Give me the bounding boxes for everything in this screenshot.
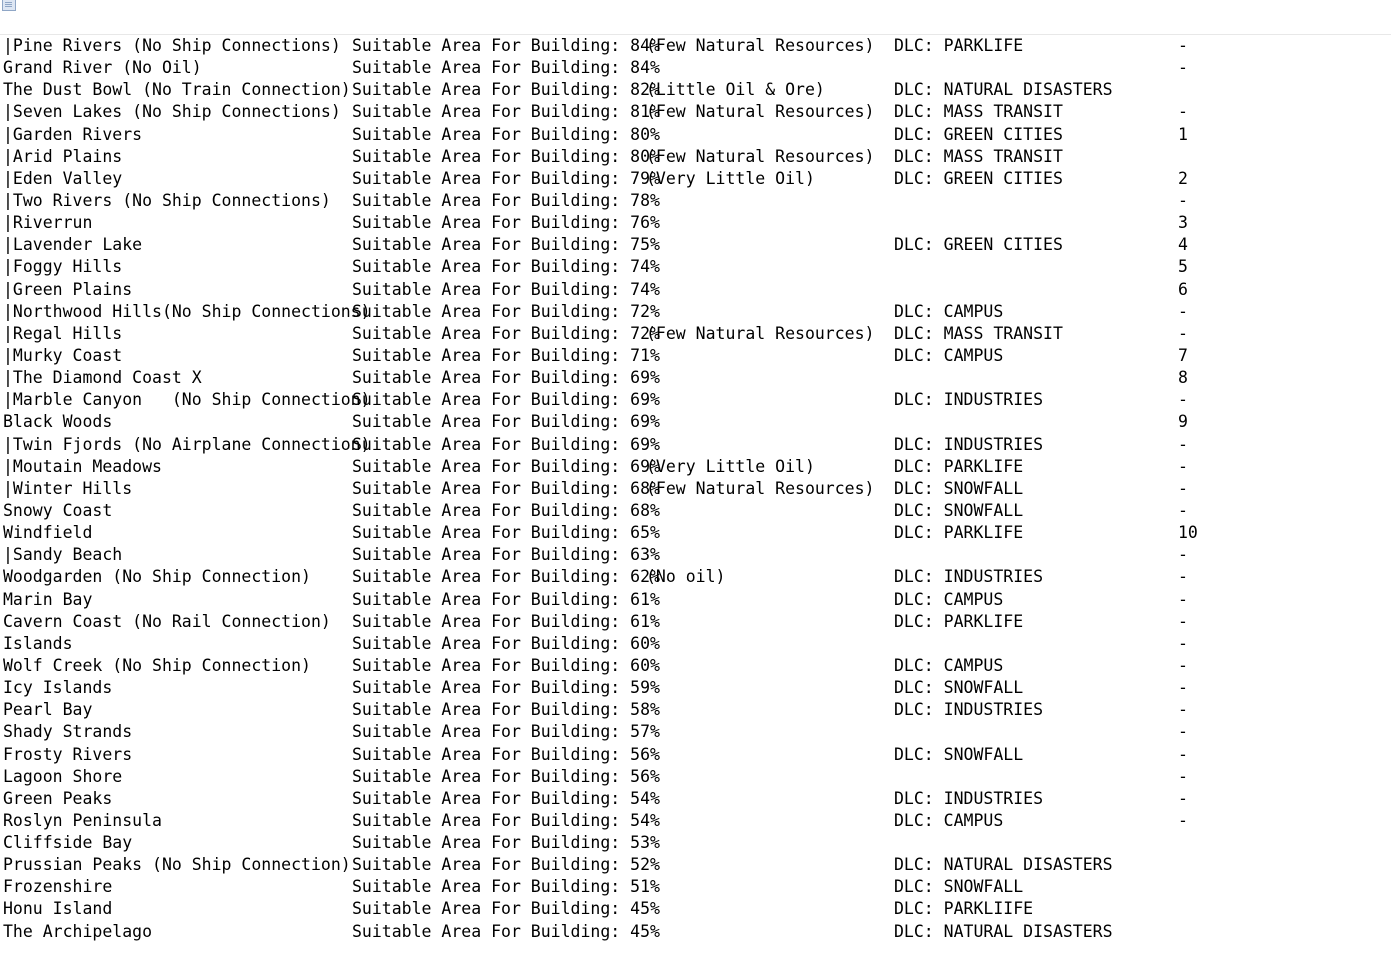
map-name: |Murky Coast (3, 345, 123, 365)
suitable-area: Suitable Area For Building: 69% (352, 434, 660, 454)
text-line[interactable] (0, 810, 1391, 832)
resource-note: (Very Little Oil) (646, 456, 815, 476)
dlc-label: DLC: MASS TRANSIT (894, 323, 1063, 343)
suitable-area: Suitable Area For Building: 45% (352, 899, 660, 919)
map-name: Icy Islands (3, 678, 113, 698)
rank-value: - (1178, 102, 1188, 122)
text-line[interactable] (0, 832, 1391, 854)
dlc-label: DLC: NATURAL DISASTERS (894, 80, 1113, 100)
suitable-area: Suitable Area For Building: 81% (352, 102, 660, 122)
map-name: |Arid Plains (3, 146, 123, 166)
rank-value: 8 (1178, 368, 1188, 388)
rank-value: - (1178, 678, 1188, 698)
dlc-label: DLC: GREEN CITIES (894, 235, 1063, 255)
text-line[interactable] (0, 79, 1391, 101)
text-line[interactable] (0, 35, 1391, 57)
dlc-label: DLC: MASS TRANSIT (894, 146, 1063, 166)
text-line[interactable] (0, 522, 1391, 544)
text-line[interactable] (0, 279, 1391, 301)
map-name: Islands (3, 633, 73, 653)
suitable-area: Suitable Area For Building: 61% (352, 611, 660, 631)
text-line[interactable] (0, 744, 1391, 766)
rank-value: - (1178, 700, 1188, 720)
map-name: |Green Plains (3, 279, 133, 299)
map-name: |Seven Lakes (No Ship Connections) (3, 102, 341, 122)
text-line[interactable] (0, 301, 1391, 323)
map-name: |Pine Rivers (No Ship Connections) (3, 36, 341, 55)
suitable-area: Suitable Area For Building: 68% (352, 500, 660, 520)
text-line[interactable] (0, 589, 1391, 611)
rank-value: - (1178, 500, 1188, 520)
rank-value: - (1178, 390, 1188, 410)
suitable-area: Suitable Area For Building: 84% (352, 58, 660, 78)
text-line[interactable] (0, 544, 1391, 566)
map-name: |Foggy Hills (3, 257, 123, 277)
suitable-area: Suitable Area For Building: 56% (352, 744, 660, 764)
text-document[interactable] (0, 35, 1391, 943)
rank-value: 3 (1178, 213, 1188, 233)
dlc-label: DLC: CAMPUS (894, 655, 1004, 675)
text-line[interactable] (0, 345, 1391, 367)
suitable-area: Suitable Area For Building: 59% (352, 678, 660, 698)
suitable-area: Suitable Area For Building: 52% (352, 855, 660, 875)
rank-value: - (1178, 633, 1188, 653)
text-line[interactable] (0, 57, 1391, 79)
text-line[interactable] (0, 566, 1391, 588)
rank-value: 6 (1178, 279, 1188, 299)
text-line[interactable] (0, 146, 1391, 168)
rank-value: 9 (1178, 412, 1188, 432)
text-line[interactable] (0, 478, 1391, 500)
dlc-label: DLC: INDUSTRIES (894, 567, 1044, 587)
dlc-label: DLC: GREEN CITIES (894, 124, 1063, 144)
rank-value: - (1178, 655, 1188, 675)
map-name: Prussian Peaks (No Ship Connection) (3, 855, 351, 875)
map-name: |Lavender Lake (3, 235, 143, 255)
map-name: |Moutain Meadows (3, 456, 162, 476)
text-line[interactable] (0, 898, 1391, 920)
suitable-area: Suitable Area For Building: 60% (352, 633, 660, 653)
suitable-area: Suitable Area For Building: 76% (352, 213, 660, 233)
map-name: |Twin Fjords (No Airplane Connection) (3, 434, 371, 454)
suitable-area: Suitable Area For Building: 84% (352, 36, 660, 55)
dlc-label: DLC: GREEN CITIES (894, 168, 1063, 188)
map-name: The Archipelago (3, 921, 153, 941)
suitable-area: Suitable Area For Building: 53% (352, 833, 660, 853)
text-line[interactable] (0, 212, 1391, 234)
text-line[interactable] (0, 190, 1391, 212)
dlc-label: DLC: INDUSTRIES (894, 700, 1044, 720)
suitable-area: Suitable Area For Building: 82% (352, 80, 660, 100)
dlc-label: DLC: SNOWFALL (894, 744, 1024, 764)
resource-note: (Few Natural Resources) (646, 146, 875, 166)
resource-note: (Few Natural Resources) (646, 478, 875, 498)
suitable-area: Suitable Area For Building: 58% (352, 700, 660, 720)
text-line[interactable] (0, 168, 1391, 190)
suitable-area: Suitable Area For Building: 78% (352, 190, 660, 210)
dlc-label: DLC: SNOWFALL (894, 478, 1024, 498)
rank-value: - (1178, 301, 1188, 321)
resource-note: (Little Oil & Ore) (646, 80, 825, 100)
map-name: Snowy Coast (3, 500, 113, 520)
map-name: Cliffside Bay (3, 833, 133, 853)
rank-value: - (1178, 766, 1188, 786)
rank-value: 5 (1178, 257, 1188, 277)
rank-value: - (1178, 323, 1188, 343)
text-line[interactable] (0, 323, 1391, 345)
suitable-area: Suitable Area For Building: 60% (352, 655, 660, 675)
rank-value: 7 (1178, 345, 1188, 365)
map-name: Windfield (3, 523, 93, 543)
window-top-strip (0, 0, 1391, 35)
text-line[interactable] (0, 633, 1391, 655)
map-name: |Winter Hills (3, 478, 133, 498)
rank-value: - (1178, 58, 1188, 78)
suitable-area: Suitable Area For Building: 54% (352, 810, 660, 830)
map-name: |Sandy Beach (3, 545, 123, 565)
rank-value: - (1178, 589, 1188, 609)
suitable-area: Suitable Area For Building: 80% (352, 146, 660, 166)
suitable-area: Suitable Area For Building: 69% (352, 390, 660, 410)
dlc-label: DLC: INDUSTRIES (894, 788, 1044, 808)
map-name: Wolf Creek (No Ship Connection) (3, 655, 311, 675)
dlc-label: DLC: CAMPUS (894, 810, 1004, 830)
suitable-area: Suitable Area For Building: 80% (352, 124, 660, 144)
rank-value: 4 (1178, 235, 1188, 255)
map-name: Honu Island (3, 899, 113, 919)
suitable-area: Suitable Area For Building: 79% (352, 168, 660, 188)
rank-value: - (1178, 36, 1188, 55)
text-line[interactable] (0, 876, 1391, 898)
resource-note: (No oil) (646, 567, 726, 587)
text-line[interactable] (0, 699, 1391, 721)
suitable-area: Suitable Area For Building: 69% (352, 456, 660, 476)
rank-value: - (1178, 744, 1188, 764)
rank-value: 2 (1178, 168, 1188, 188)
map-name: Frosty Rivers (3, 744, 133, 764)
suitable-area: Suitable Area For Building: 61% (352, 589, 660, 609)
text-line[interactable] (0, 677, 1391, 699)
suitable-area: Suitable Area For Building: 56% (352, 766, 660, 786)
dlc-label: DLC: NATURAL DISASTERS (894, 921, 1113, 941)
text-line[interactable] (0, 234, 1391, 256)
map-name: |Eden Valley (3, 168, 123, 188)
rank-value: - (1178, 722, 1188, 742)
suitable-area: Suitable Area For Building: 74% (352, 257, 660, 277)
rank-value: - (1178, 434, 1188, 454)
rank-value: - (1178, 190, 1188, 210)
suitable-area: Suitable Area For Building: 69% (352, 368, 660, 388)
document-icon (2, 0, 16, 11)
dlc-label: DLC: CAMPUS (894, 301, 1004, 321)
dlc-label: DLC: PARKLIFE (894, 523, 1024, 543)
map-name: |The Diamond Coast X (3, 368, 202, 388)
dlc-label: DLC: PARKLIIFE (894, 899, 1034, 919)
suitable-area: Suitable Area For Building: 54% (352, 788, 660, 808)
text-line[interactable] (0, 766, 1391, 788)
map-name: Green Peaks (3, 788, 113, 808)
rank-value: - (1178, 788, 1188, 808)
text-line[interactable] (0, 854, 1391, 876)
suitable-area: Suitable Area For Building: 74% (352, 279, 660, 299)
suitable-area: Suitable Area For Building: 72% (352, 323, 660, 343)
text-line[interactable] (0, 256, 1391, 278)
dlc-label: DLC: PARKLIFE (894, 456, 1024, 476)
suitable-area: Suitable Area For Building: 71% (352, 345, 660, 365)
text-line[interactable] (0, 611, 1391, 633)
rank-value: 10 (1178, 523, 1198, 543)
rank-value: - (1178, 567, 1188, 587)
text-line[interactable] (0, 389, 1391, 411)
suitable-area: Suitable Area For Building: 68% (352, 478, 660, 498)
resource-note: (Few Natural Resources) (646, 36, 875, 55)
map-name: |Two Rivers (No Ship Connections) (3, 190, 331, 210)
suitable-area: Suitable Area For Building: 69% (352, 412, 660, 432)
dlc-label: DLC: PARKLIFE (894, 36, 1024, 55)
suitable-area: Suitable Area For Building: 51% (352, 877, 660, 897)
rank-value: - (1178, 456, 1188, 476)
resource-note: (Few Natural Resources) (646, 323, 875, 343)
dlc-label: DLC: CAMPUS (894, 589, 1004, 609)
text-line[interactable] (0, 921, 1391, 943)
map-name: Cavern Coast (No Rail Connection) (3, 611, 331, 631)
map-name: Shady Strands (3, 722, 133, 742)
map-name: Grand River (No Oil) (3, 58, 202, 78)
dlc-label: DLC: PARKLIFE (894, 611, 1024, 631)
dlc-label: DLC: SNOWFALL (894, 877, 1024, 897)
map-name: |Riverrun (3, 213, 93, 233)
map-name: Black Woods (3, 412, 113, 432)
map-name: Roslyn Peninsula (3, 810, 162, 830)
map-name: The Dust Bowl (No Train Connection) (3, 80, 351, 100)
suitable-area: Suitable Area For Building: 57% (352, 722, 660, 742)
map-name: Marin Bay (3, 589, 93, 609)
rank-value: - (1178, 611, 1188, 631)
dlc-label: DLC: SNOWFALL (894, 678, 1024, 698)
suitable-area: Suitable Area For Building: 45% (352, 921, 660, 941)
resource-note: (Very Little Oil) (646, 168, 815, 188)
text-line[interactable] (0, 788, 1391, 810)
map-name: Woodgarden (No Ship Connection) (3, 567, 311, 587)
map-name: Pearl Bay (3, 700, 93, 720)
suitable-area: Suitable Area For Building: 63% (352, 545, 660, 565)
dlc-label: DLC: INDUSTRIES (894, 434, 1044, 454)
map-name: |Northwood Hills(No Ship Connections) (3, 301, 371, 321)
text-line[interactable] (0, 411, 1391, 433)
suitable-area: Suitable Area For Building: 65% (352, 523, 660, 543)
dlc-label: DLC: INDUSTRIES (894, 390, 1044, 410)
dlc-label: DLC: SNOWFALL (894, 500, 1024, 520)
suitable-area: Suitable Area For Building: 72% (352, 301, 660, 321)
rank-value: - (1178, 545, 1188, 565)
suitable-area: Suitable Area For Building: 62% (352, 567, 660, 587)
text-line[interactable] (0, 124, 1391, 146)
suitable-area: Suitable Area For Building: 75% (352, 235, 660, 255)
dlc-label: DLC: MASS TRANSIT (894, 102, 1063, 122)
text-line[interactable] (0, 655, 1391, 677)
text-line[interactable] (0, 367, 1391, 389)
map-name: |Garden Rivers (3, 124, 143, 144)
dlc-label: DLC: NATURAL DISASTERS (894, 855, 1113, 875)
rank-value: - (1178, 478, 1188, 498)
text-line[interactable] (0, 456, 1391, 478)
dlc-label: DLC: CAMPUS (894, 345, 1004, 365)
text-line[interactable] (0, 434, 1391, 456)
rank-value: - (1178, 810, 1188, 830)
map-name: Frozenshire (3, 877, 113, 897)
text-line[interactable] (0, 101, 1391, 123)
map-name: |Regal Hills (3, 323, 123, 343)
map-name: Lagoon Shore (3, 766, 123, 786)
map-name: |Marble Canyon (No Ship Connection) (3, 390, 371, 410)
text-line[interactable] (0, 721, 1391, 743)
text-line[interactable] (0, 500, 1391, 522)
rank-value: 1 (1178, 124, 1188, 144)
resource-note: (Few Natural Resources) (646, 102, 875, 122)
